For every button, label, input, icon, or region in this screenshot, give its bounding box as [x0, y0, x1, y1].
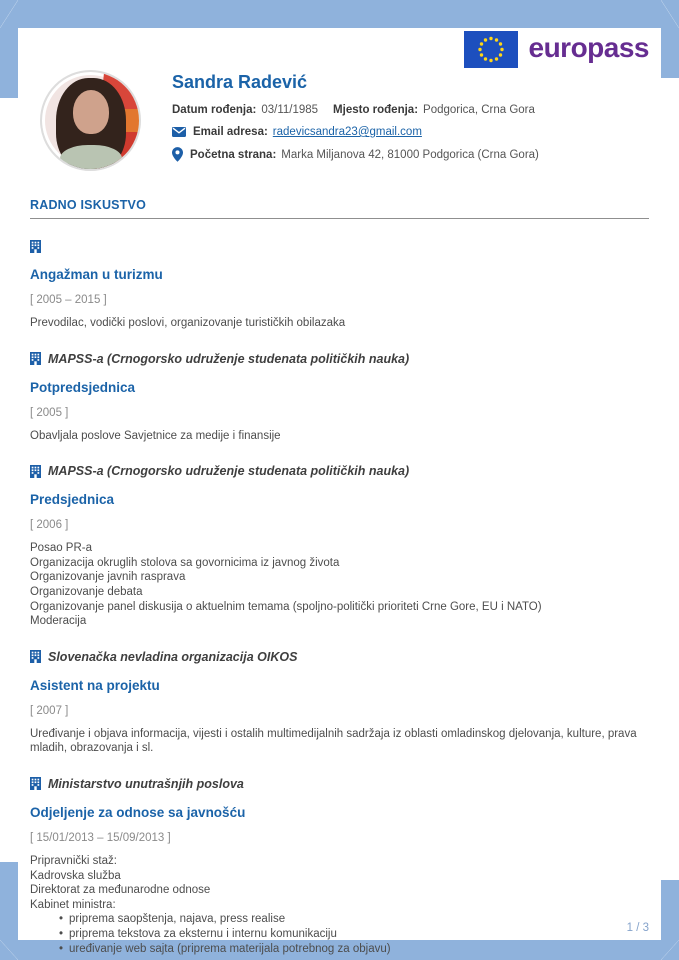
page-number: 1 / 3: [626, 922, 649, 934]
entry-period: [ 2005 ]: [30, 406, 69, 419]
email-link[interactable]: radevicsandra23@gmail.com: [272, 126, 422, 138]
address-row: [172, 147, 539, 162]
entry-org-name: MAPSS-a (Crnogorsko udruženje studenata političkih nauka): [48, 351, 410, 366]
work-experience-entries: [30, 240, 649, 956]
entry-org-row: [30, 352, 649, 366]
entry-title: Potpredsjednica: [30, 379, 136, 395]
birth-place-value: Podgorica, Crna Gora: [423, 104, 535, 116]
cv-content: [30, 28, 649, 956]
building-icon: [30, 777, 41, 790]
frame-side-bottom-left: [0, 862, 18, 940]
entry-org-name: MAPSS-a (Crnogorsko udruženje studenata političkih nauka): [48, 464, 410, 479]
entry-title: Predsjednica: [30, 492, 115, 508]
entry-org-row: [30, 240, 649, 253]
frame-side-bottom-right: [661, 880, 679, 940]
entry-description: [30, 429, 649, 444]
entry-period: [ 2005 – 2015 ]: [30, 294, 107, 306]
europass-wordmark: europass: [528, 31, 649, 63]
entry-line: Organizovanje panel diskusija o aktuelnim temama (spoljno-politički prioriteti Crne Gore, EU i NATO): [30, 600, 542, 613]
entry-line: Moderacija: [30, 615, 87, 628]
email-row: [172, 125, 539, 139]
birth-place-label: Mjesto rođenja:: [333, 104, 419, 116]
profile-photo: [40, 70, 141, 171]
frame-side-top-left: [0, 28, 18, 98]
entry-line: Pripravnički staž:: [30, 854, 117, 867]
entry-line: Obavljala poslove Savjetnice za medije i finansije: [30, 429, 281, 442]
entry-bullet: • priprema saopštenja, najava, press realise: [59, 912, 649, 927]
entry-description: [30, 316, 649, 331]
entry-org-row: [30, 650, 649, 664]
envelope-icon: [172, 127, 186, 137]
entry-description: [30, 541, 649, 629]
entry-description: [30, 854, 649, 912]
entry-line: Uređivanje i objava informacija, vijesti i ostalih multimedijalnih sadržaja iz oblasti omladinskog djelovanja, kulture, prava mladih, obrazovanja i sl.: [30, 727, 637, 755]
entry-line: Kadrovska služba: [30, 869, 121, 882]
entry-org-name: Slovenačka nevladina organizacija OIKOS: [48, 649, 298, 664]
photo-shirt: [60, 145, 122, 171]
address-value: Marka Miljanova 42, 81000 Podgorica (Crna Gora): [281, 148, 539, 161]
entry-line: Kabinet ministra:: [30, 898, 116, 911]
entry-period: [ 2006 ]: [30, 519, 69, 532]
email-label: Email adresa:: [193, 126, 268, 138]
photo-face: [73, 90, 109, 134]
person-name: Sandra Radević: [172, 72, 308, 92]
section-divider: [30, 218, 649, 219]
birth-date-label: Datum rođenja:: [172, 104, 257, 116]
birth-date-value: 03/11/1985: [261, 104, 319, 116]
entry-org-name: Ministarstvo unutrašnjih poslova: [48, 776, 244, 791]
address-label: Početna strana:: [190, 148, 277, 161]
entry-line: Direktorat za međunarodne odnose: [30, 884, 211, 897]
cv-header: [30, 70, 649, 171]
building-icon: [30, 650, 41, 663]
entry-line: Organizacija okruglih stolova sa govornicima iz javnog života: [30, 556, 340, 569]
building-icon: [30, 352, 41, 365]
entry-bullet: • priprema tekstova za eksternu i internu komunikaciju: [59, 927, 649, 942]
entry-title: Asistent na projektu: [30, 677, 160, 693]
entry-bullet-list: [30, 912, 649, 956]
section-title-work-experience: RADNO ISKUSTVO: [30, 198, 147, 212]
building-icon: [30, 465, 41, 478]
frame-band-top: [0, 0, 679, 28]
entry-period: [ 15/01/2013 – 15/09/2013 ]: [30, 831, 171, 844]
entry-line: Posao PR-a: [30, 542, 93, 555]
entry-line: Organizovanje debata: [30, 585, 143, 598]
entry-title: Odjeljenje za odnose sa javnošću: [30, 804, 246, 820]
map-pin-icon: [172, 147, 183, 162]
entry-org-row: [30, 464, 649, 478]
entry-bullet: • uređivanje web sajta (priprema materijala potrebnog za objavu): [59, 942, 649, 957]
entry-period: [ 2007 ]: [30, 704, 69, 717]
entry-line: Prevodilac, vodički poslovi, organizovanje turističkih obilazaka: [30, 317, 346, 329]
birth-info-row: [172, 103, 539, 117]
building-icon: [30, 240, 41, 253]
frame-side-top-right: [661, 28, 679, 78]
entry-line: Organizovanje javnih rasprava: [30, 571, 186, 584]
entry-org-row: [30, 777, 649, 791]
entry-title: Angažman u turizmu: [30, 267, 163, 282]
entry-description: [30, 727, 649, 756]
identity-block: [172, 70, 539, 171]
